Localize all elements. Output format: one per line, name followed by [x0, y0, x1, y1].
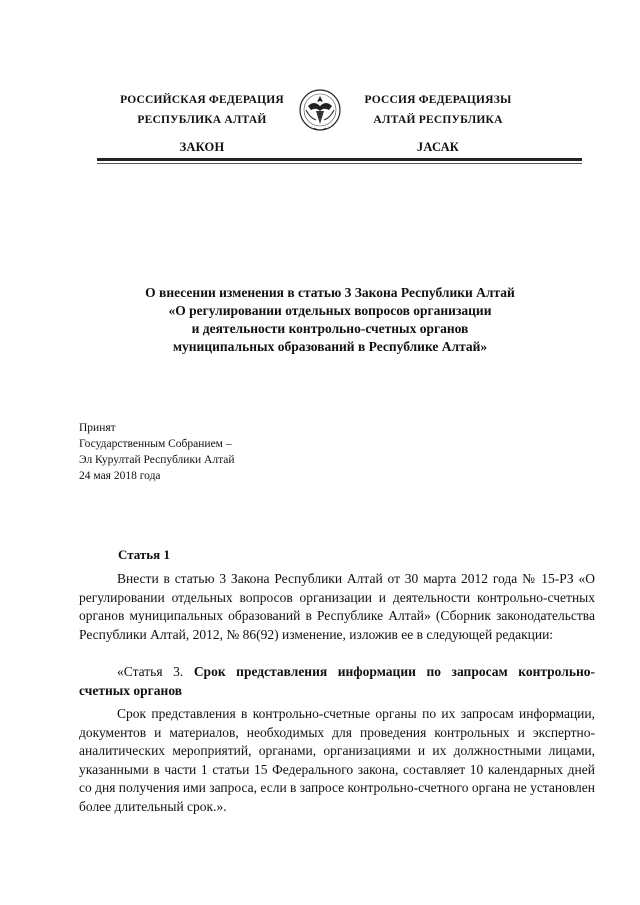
article-3-prefix: «Статья 3. — [117, 664, 194, 679]
article-3-title: Срок представления информации по запросам контрольно-счетных органов — [79, 664, 595, 698]
article-paragraph-2 — [79, 663, 595, 700]
header-federation-ru: РОССИЙСКАЯ ФЕДЕРАЦИЯ — [120, 94, 284, 106]
document-title — [80, 284, 580, 356]
title-line-4: муниципальных образований в Республике Алтай» — [172, 339, 488, 354]
header-divider — [97, 158, 582, 161]
adopted-date: 24 мая 2018 года — [79, 470, 161, 482]
header-republic-ru: РЕСПУБЛИКА АЛТАЙ — [137, 114, 267, 126]
article-paragraph-3: Срок представления в контрольно-счетные органы по их запросам информации, документов и материалов, необходимых для проведения контрольных и экспертно-аналитических мероприятий, органами, организациями и их должностными лицами, указанными в части 1 статьи 15 Федерального закона, составляет 10 календарных дней со дня получения ими запроса, если в запросе контрольно-счетного органа не установлен более длительный срок.». — [79, 706, 595, 814]
coat-of-arms-icon — [298, 80, 342, 140]
article-heading: Статья 1 — [118, 547, 170, 562]
header-law-alt: JАСАК — [416, 140, 460, 154]
header-divider-thin — [97, 163, 582, 164]
adoption-block — [79, 420, 235, 484]
adopted-by: Государственным Собранием – — [79, 438, 232, 450]
header-federation-alt: РОССИЯ ФЕДЕРАЦИЯЗЫ — [364, 94, 512, 106]
header-russian — [102, 90, 302, 157]
header-law-ru: ЗАКОН — [179, 140, 225, 154]
adopted-body: Эл Курултай Республики Алтай — [79, 454, 235, 466]
adopted-label: Принят — [79, 422, 116, 434]
title-line-2: «О регулировании отдельных вопросов организации — [168, 303, 492, 318]
article-paragraph-1: Внести в статью 3 Закона Республики Алтай от 30 марта 2012 года № 15-РЗ «О регулировании отдельных вопросов организации и деятельности контрольно-счетных органов муниципальных образований в Республике Алтай» (Сборник законодательства Республики Алтай, 2012, № 86(92) изменение, изложив ее в следующей редакции: — [79, 571, 595, 642]
header-altai — [338, 90, 538, 157]
title-line-1: О внесении изменения в статью 3 Закона Республики Алтай — [145, 285, 515, 300]
header-republic-alt: АЛТАЙ РЕСПУБЛИКА — [373, 114, 503, 126]
title-line-3: и деятельности контрольно-счетных органов — [191, 321, 469, 336]
